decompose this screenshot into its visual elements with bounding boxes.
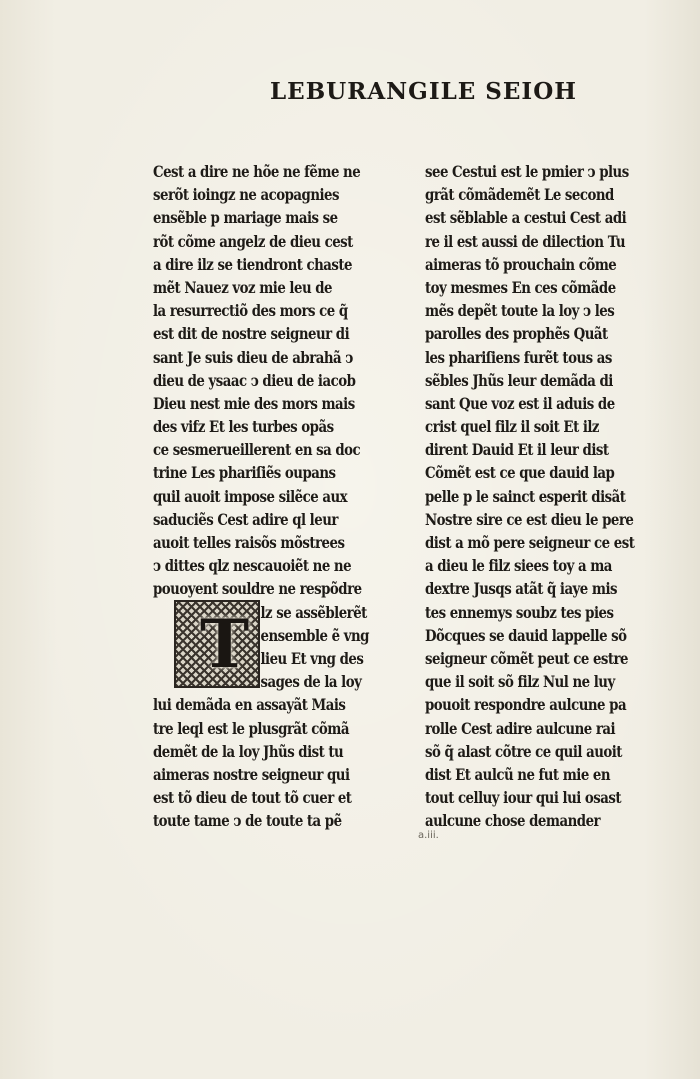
text-line: rolle Cest adire aulcune rai <box>425 718 616 738</box>
text-line: des vifz Et les turbes opãs <box>153 417 334 437</box>
text-line: quil auoit impose silẽce aux <box>153 486 348 506</box>
text-line: ↄ dittes qlz nescauoiẽt ne ne <box>153 556 352 576</box>
text-line: grãt cõmãdemẽt Le second <box>425 185 614 205</box>
initial-letter: T <box>200 605 250 683</box>
right-text-column <box>425 160 674 832</box>
text-line: crist quel filz il soit Et ilz <box>425 417 599 437</box>
text-line: serõt ioingz ne acopagnies <box>153 185 340 205</box>
text-line: mẽs depẽt toute la loy ↄ les <box>425 301 615 321</box>
text-line: sages de la loy <box>260 672 362 692</box>
text-line: lieu Et vng des <box>260 648 364 668</box>
text-line: lz se assẽblerẽt <box>260 602 367 622</box>
text-line: tout celluy iour qui lui osast <box>425 788 622 808</box>
text-line: a dire ilz se tiendront chaste <box>153 254 353 274</box>
text-line: sẽbles Jhũs leur demãda di <box>425 370 613 390</box>
text-line: mẽt Nauez voz mie leu de <box>153 277 333 297</box>
text-line: Cest a dire ne hõe ne fẽme ne <box>153 162 361 181</box>
text-line: lui demãda en assayãt Mais <box>153 695 346 715</box>
text-line: pelle p le sainct esperit disãt <box>425 486 626 506</box>
text-line: est tõ dieu de tout tõ cuer et <box>153 788 352 808</box>
text-line: toy mesmes En ces cõmãde <box>425 277 616 297</box>
text-line: tes ennemys soubz tes pies <box>425 602 614 622</box>
text-line: saduciẽs Cest adire ql leur <box>153 509 338 529</box>
text-line: Dieu nest mie des mors mais <box>153 393 355 413</box>
text-line: est sẽblable a cestui Cest adi <box>425 208 627 228</box>
text-line: rõt cõme angelz de dieu cest <box>153 231 353 251</box>
text-line: a dieu le filz siees toy a ma <box>425 556 612 576</box>
text-line: re il est aussi de dilection Tu <box>425 231 626 251</box>
text-line: trine Les phariſiẽs oupans <box>153 463 336 483</box>
text-line: toute tame ↄ de toute ta pẽ <box>153 811 342 831</box>
text-line: sõ q̃ alast cõtre ce quil auoit <box>425 741 622 761</box>
text-line: parolles des prophẽs Quãt <box>425 324 608 344</box>
text-line: tre leql est le plusgrãt cõmã <box>153 718 349 738</box>
text-line: les phariſiens furẽt tous as <box>425 347 612 367</box>
left-text-column <box>153 160 390 832</box>
text-line: Cõmẽt est ce que dauid lap <box>425 463 615 483</box>
text-line: dist Et aulcũ ne fut mie en <box>425 764 611 784</box>
text-line: seigneur cõmẽt peut ce estre <box>425 648 629 668</box>
text-line: la resurrectiõ des mors ce q̃ <box>153 301 348 321</box>
text-line: aimeras nostre seigneur qui <box>153 764 350 784</box>
decorated-initial <box>174 600 260 688</box>
text-line: Dõcques se dauid lappelle sõ <box>425 625 627 645</box>
text-line: dirent Dauid Et il leur dist <box>425 440 609 460</box>
text-line: sant Que voz est il aduis de <box>425 393 615 413</box>
text-line: sant Je suis dieu de abrahã ↄ <box>153 347 353 367</box>
text-line: auoit telles raisõs mõstrees <box>153 533 345 552</box>
text-line: ensemble ẽ vng <box>260 625 369 645</box>
text-line: pouoyent souldre ne respõdre <box>153 579 362 599</box>
text-line: Nostre sire ce est dieu le pere <box>425 509 634 529</box>
text-line: que il soit sõ filz Nul ne luy <box>425 672 615 692</box>
running-header: LEBURANGILE SEIOH <box>270 78 577 105</box>
signature-mark: a.iii. <box>418 830 439 841</box>
text-line: ensẽble p mariage mais se <box>153 208 338 228</box>
text-line: dextre Jusqs atãt q̃ iaye mis <box>425 579 618 599</box>
text-line: dieu de ysaac ↄ dieu de iacob <box>153 370 356 390</box>
text-line: see Cestui est le pmier ↄ plus <box>425 162 629 181</box>
text-line: aulcune chose demander <box>425 811 601 831</box>
text-line: dist a mõ pere seigneur ce est <box>425 533 635 552</box>
text-line: aimeras tõ prouchain cõme <box>425 254 617 274</box>
text-line: est dit de nostre seigneur di <box>153 324 350 344</box>
text-line: demẽt de la loy Jhũs dist tu <box>153 741 344 761</box>
text-line: pouoit respondre aulcune pa <box>425 695 627 715</box>
text-line: ce sesmerueillerent en sa doc <box>153 440 361 460</box>
